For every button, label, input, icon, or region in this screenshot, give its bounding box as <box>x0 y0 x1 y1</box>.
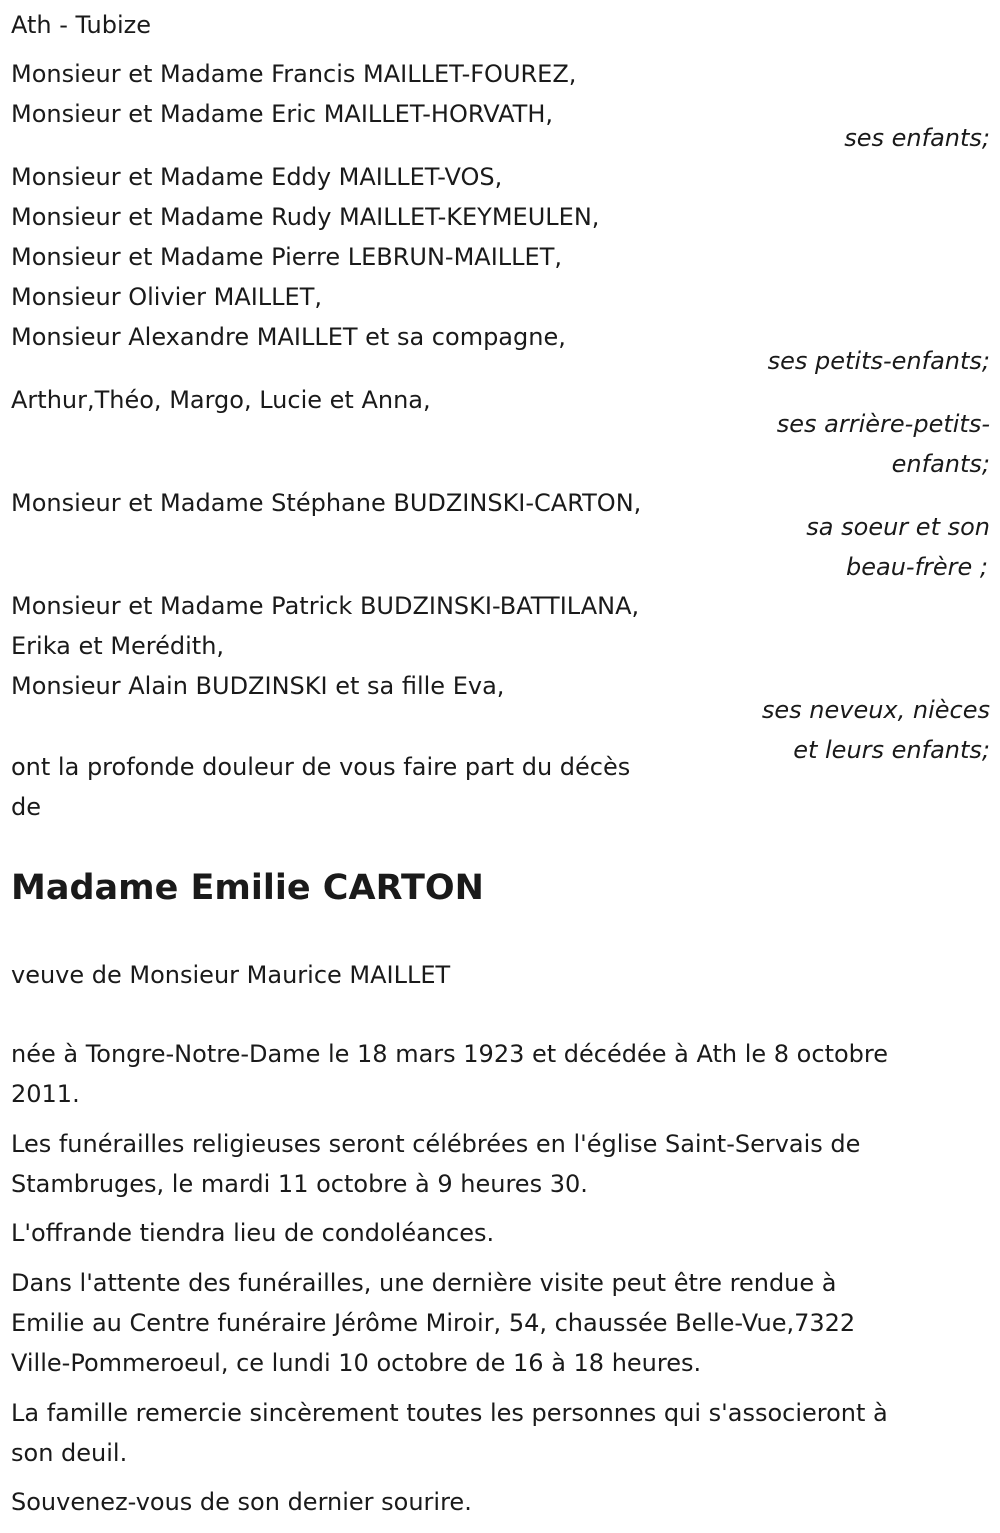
family-name: Monsieur et Madame Francis MAILLET-FOUREZ, <box>11 60 577 88</box>
family-name: Monsieur et Madame Stéphane BUDZINSKI-CARTON, <box>11 489 642 517</box>
relation-label: ses petits-enfants; <box>767 347 990 375</box>
relation-label: ses arrière-petits- <box>776 410 990 438</box>
paragraph-line: Emilie au Centre funéraire Jérôme Miroir, 54, chaussée Belle-Vue,7322 <box>11 1309 856 1337</box>
family-name: Erika et Merédith, <box>11 632 225 660</box>
family-name: Monsieur et Madame Patrick BUDZINSKI-BATTILANA, <box>11 592 640 620</box>
relation-label: et leurs enfants; <box>793 736 990 764</box>
paragraph-line: Souvenez-vous de son dernier sourire. <box>11 1488 472 1516</box>
widow-of: veuve de Monsieur Maurice MAILLET <box>11 961 451 989</box>
paragraph-line: Ville-Pommeroeul, ce lundi 10 octobre de 16 à 18 heures. <box>11 1349 702 1377</box>
deceased-name: Madame Emilie CARTON <box>11 868 484 908</box>
location: Ath - Tubize <box>11 11 152 39</box>
paragraph-line: 2011. <box>11 1080 80 1108</box>
relation-label: sa soeur et son <box>806 513 990 541</box>
paragraph-line: née à Tongre-Notre-Dame le 18 mars 1923 et décédée à Ath le 8 octobre <box>11 1040 888 1068</box>
family-name: Arthur,Théo, Margo, Lucie et Anna, <box>11 386 431 414</box>
paragraph-line: son deuil. <box>11 1439 128 1467</box>
relation-label: ses enfants; <box>844 124 990 152</box>
relation-label: beau-frère ; <box>845 553 988 581</box>
family-name: Monsieur Olivier MAILLET, <box>11 283 323 311</box>
relation-label: enfants; <box>891 450 990 478</box>
paragraph-line: L'offrande tiendra lieu de condoléances. <box>11 1219 495 1247</box>
paragraph-line: Dans l'attente des funérailles, une dernière visite peut être rendue à <box>11 1269 837 1297</box>
family-name: Monsieur et Madame Eric MAILLET-HORVATH, <box>11 100 554 128</box>
family-name: Monsieur et Madame Pierre LEBRUN-MAILLET, <box>11 243 562 271</box>
family-name: Monsieur et Madame Rudy MAILLET-KEYMEULEN, <box>11 203 600 231</box>
family-name: Monsieur Alain BUDZINSKI et sa fille Eva, <box>11 672 505 700</box>
family-name: Monsieur et Madame Eddy MAILLET-VOS, <box>11 163 503 191</box>
family-name: Monsieur Alexandre MAILLET et sa compagne, <box>11 323 566 351</box>
announcement: ont la profonde douleur de vous faire part du décès <box>11 753 631 781</box>
paragraph-line: Stambruges, le mardi 11 octobre à 9 heures 30. <box>11 1170 588 1198</box>
announcement: de <box>11 793 41 821</box>
relation-label: ses neveux, nièces <box>761 696 990 724</box>
paragraph-line: Les funérailles religieuses seront célébrées en l'église Saint-Servais de <box>11 1130 861 1158</box>
paragraph-line: La famille remercie sincèrement toutes les personnes qui s'associeront à <box>11 1399 888 1427</box>
